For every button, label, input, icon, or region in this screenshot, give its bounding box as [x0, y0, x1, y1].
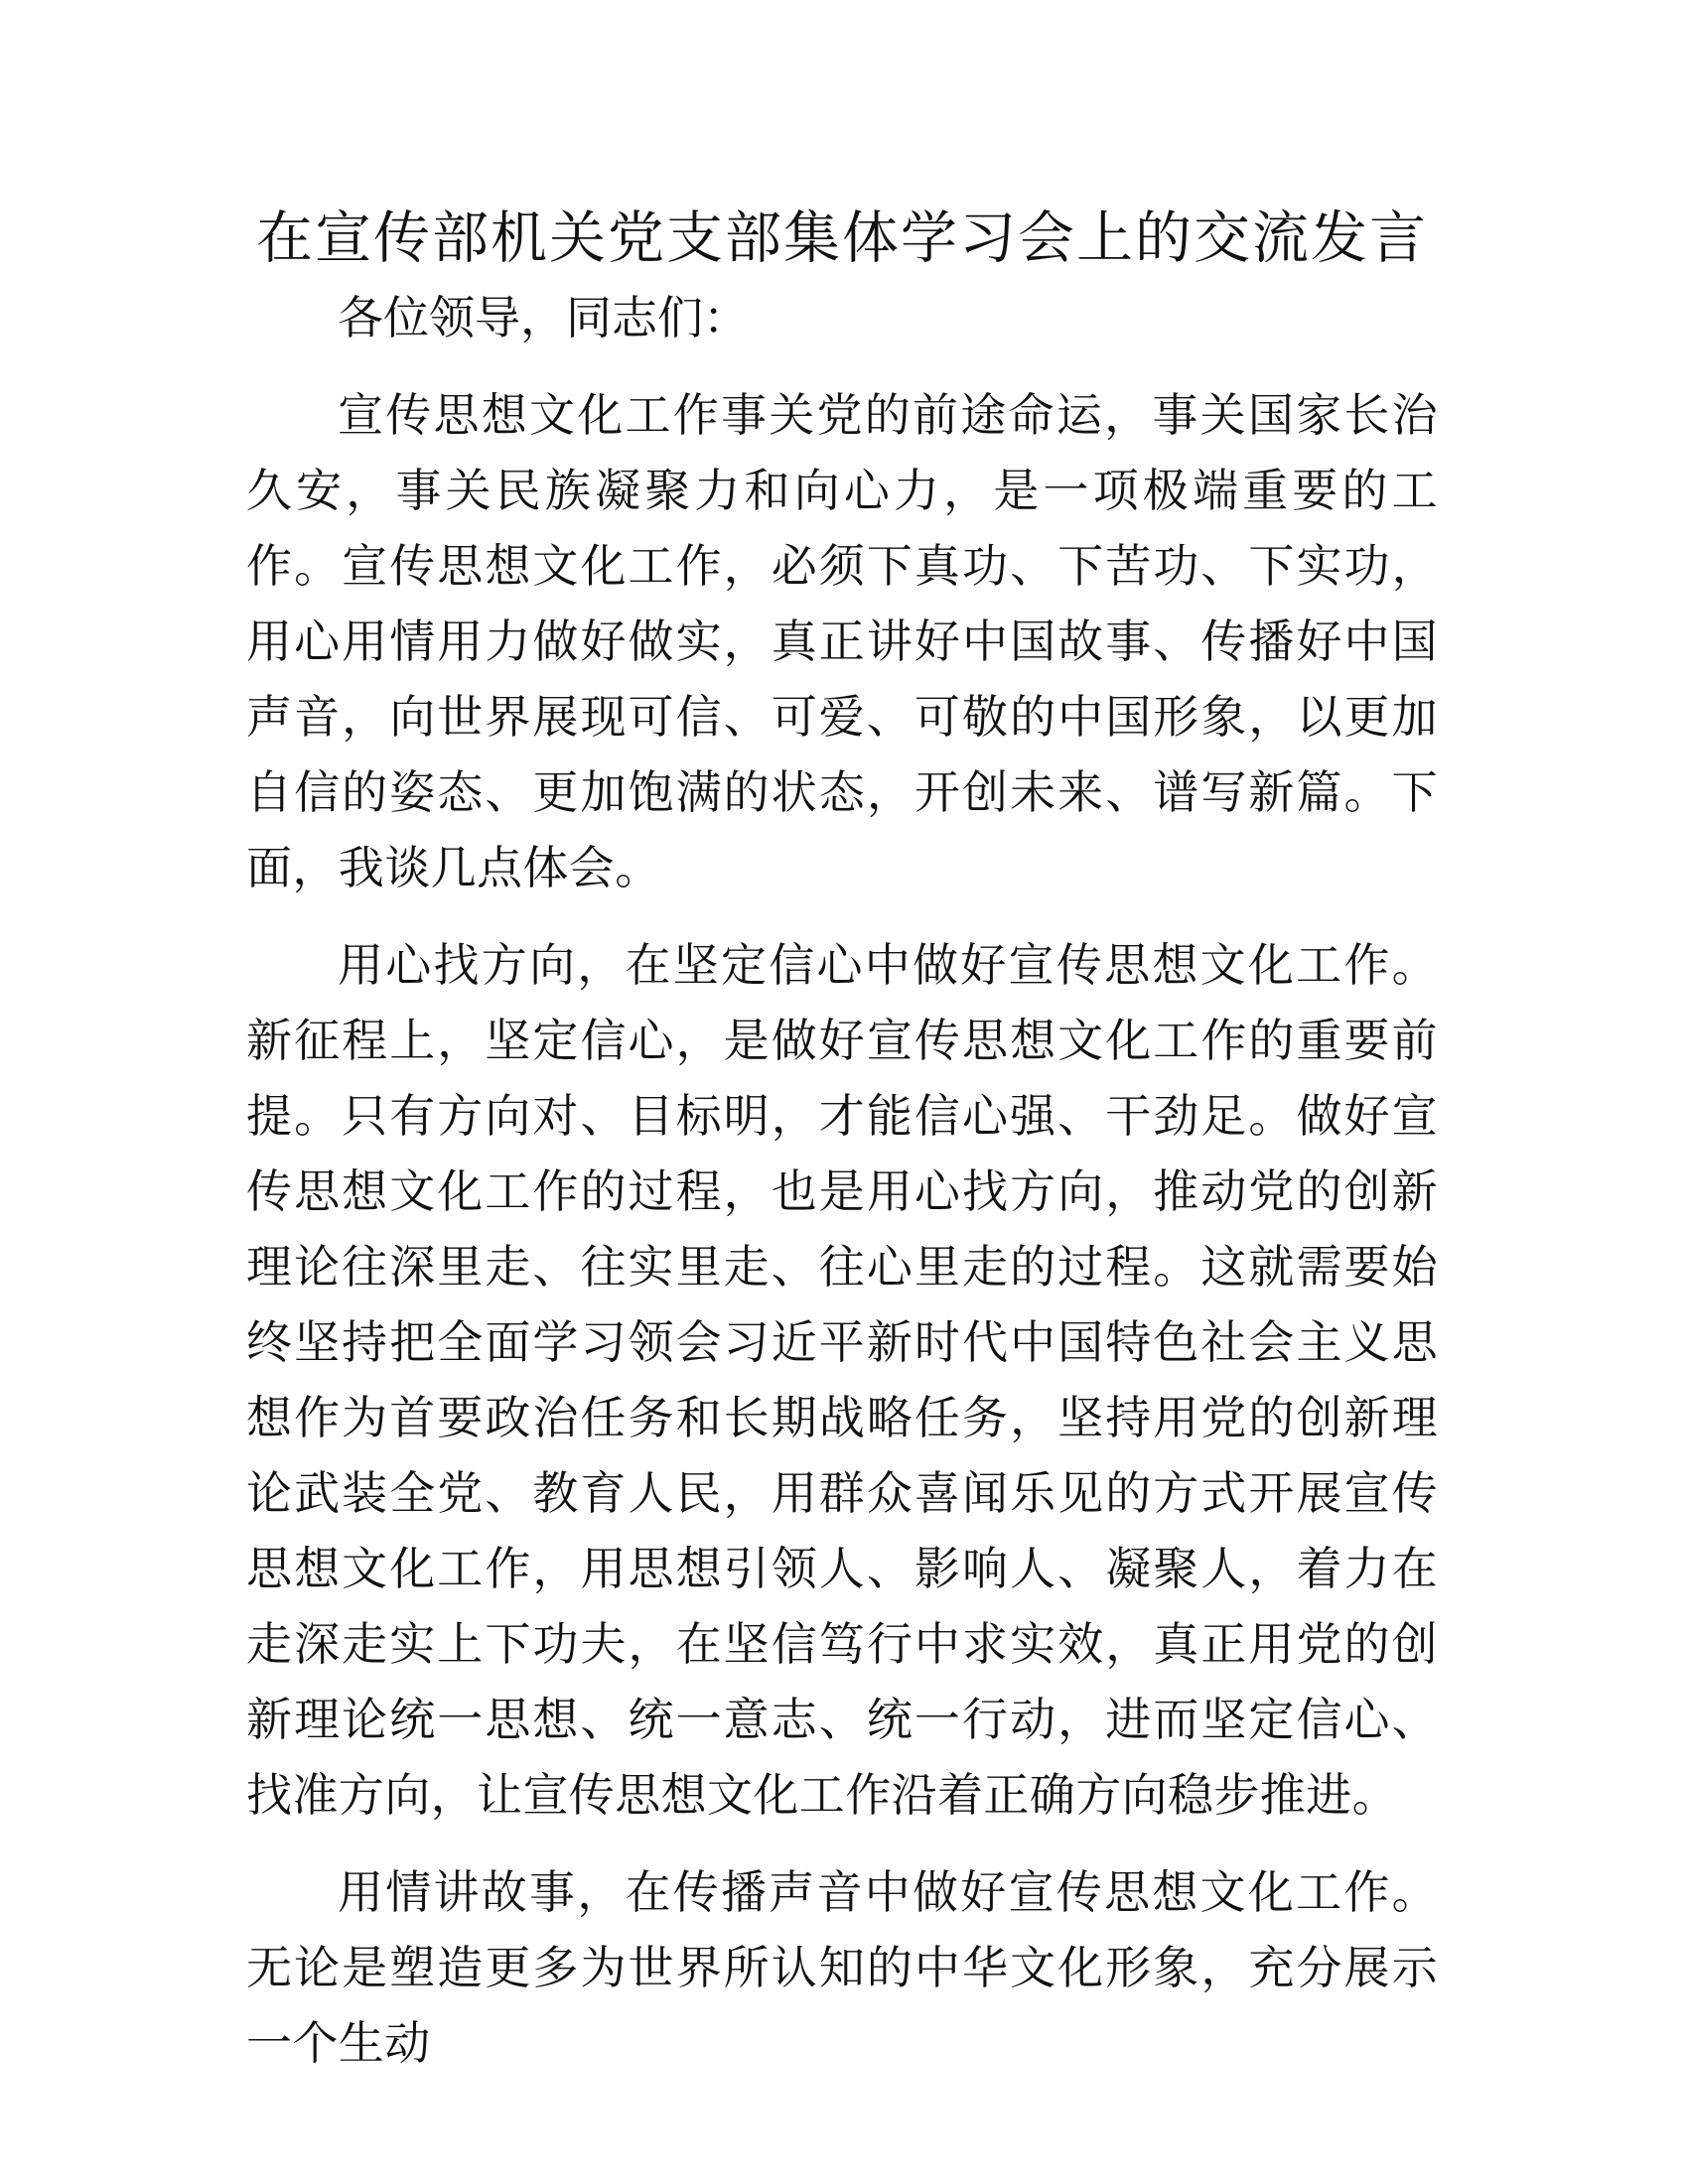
- paragraph-direction: 用心找方向，在坚定信心中做好宣传思想文化工作。新征程上，坚定信心，是做好宣传思想文化工作的重要前提。只有方向对、目标明，才能信心强、干劲足。做好宣传思想文化工作的过程，也是用心找方向，推动党的创新理论往深里走、往实里走、往心里走的过程。这就需要始终坚持把全面学习领会习近平新时代中国特色社会主义思想作为首要政治任务和长期战略任务，坚持用党的创新理论武装全党、教育人民，用群众喜闻乐见的方式开展宣传思想文化工作，用思想引领人、影响人、凝聚人，着力在走深走实上下功夫，在坚信笃行中求实效，真正用党的创新理论统一思想、统一意志、统一行动，进而坚定信心、找准方向，让宣传思想文化工作沿着正确方向稳步推进。: [246, 938, 1438, 1822]
- paragraph-storytelling: 用情讲故事，在传播声音中做好宣传思想文化工作。无论是塑造更多为世界所认知的中华文化形象，充分展示一个生动: [246, 1865, 1438, 2070]
- salutation: 各位领导，同志们：: [338, 291, 749, 344]
- paragraph-intro: 宣传思想文化工作事关党的前途命运，事关国家长治久安，事关民族凝聚力和向心力，是一项极端重要的工作。宣传思想文化工作，必须下真功、下苦功、下实功，用心用情用力做好做实，真正讲好中国故事、传播好中国声音，向世界展现可信、可爱、可敬的中国形象，以更加自信的姿态、更加饱满的状态，开创未来、谱写新篇。下面，我谈几点体会。: [246, 388, 1438, 894]
- document-title: 在宣传部机关党支部集体学习会上的交流发言: [256, 205, 1428, 271]
- document-body: [246, 197, 1438, 2103]
